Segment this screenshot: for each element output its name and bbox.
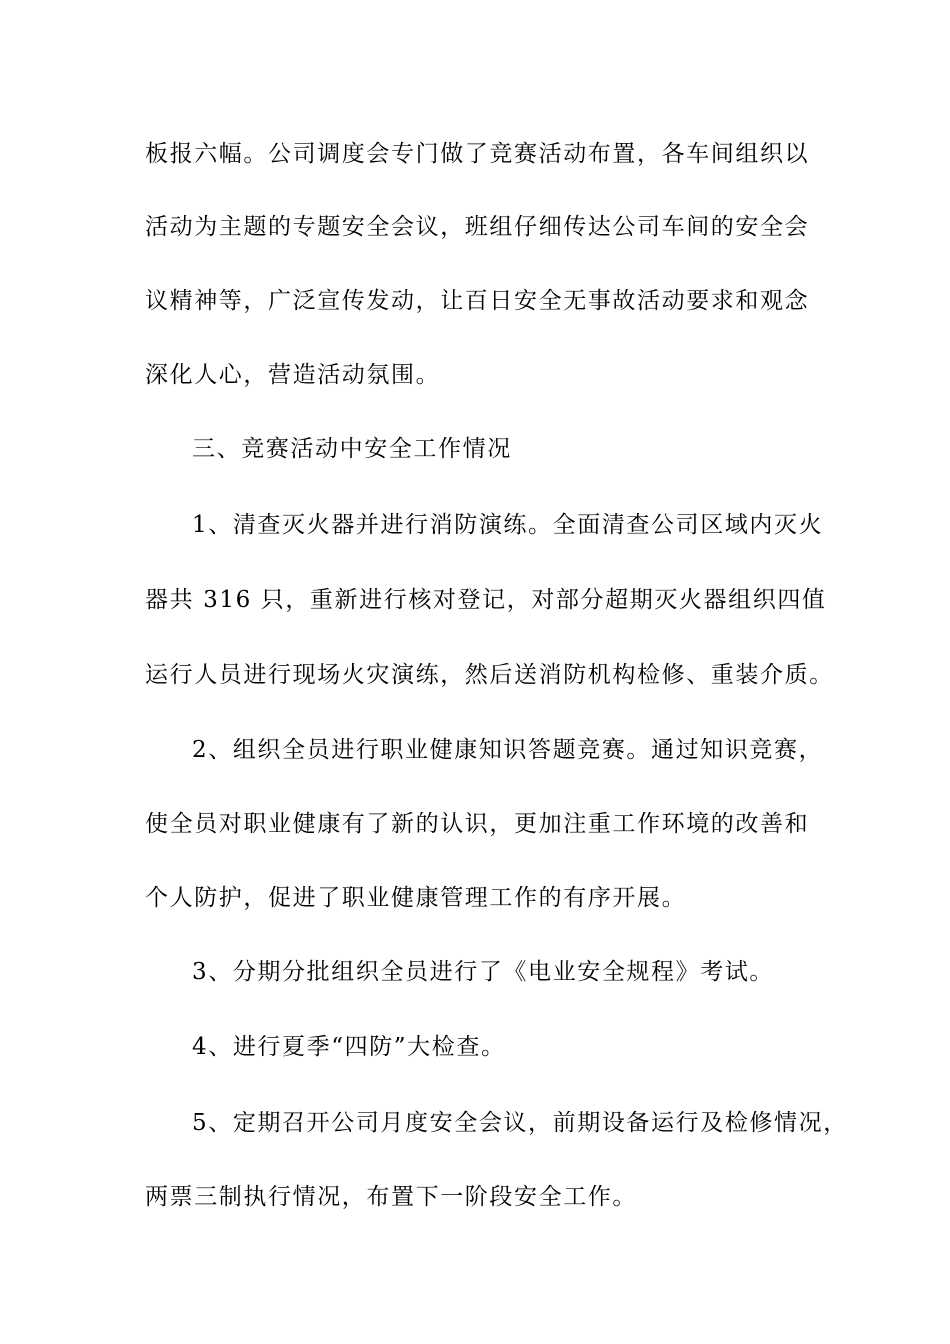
- text-line: 两票三制执行情况，布置下一阶段安全工作。: [145, 1184, 637, 1210]
- text-line: 深化人心，营造活动氛围。: [145, 362, 441, 388]
- text-line: 运行人员进行现场火灾演练，然后送消防机构检修、重装介质。: [145, 662, 834, 688]
- text-line: 器共 316 只，重新进行核对登记，对部分超期灭火器组织四值: [145, 587, 827, 613]
- text-line: 使全员对职业健康有了新的认识，更加注重工作环境的改善和: [145, 811, 810, 837]
- text-line: 板报六幅。公司调度会专门做了竞赛活动布置，各车间组织以: [145, 141, 810, 167]
- section-heading: 三、竞赛活动中安全工作情况: [192, 436, 512, 462]
- text-line: 个人防护，促进了职业健康管理工作的有序开展。: [145, 885, 687, 911]
- text-line: 4、进行夏季“四防”大检查。: [192, 1034, 506, 1060]
- text-line: 1、清查灭火器并进行消防演练。全面清查公司区域内灭火: [192, 512, 824, 538]
- text-line: 2、组织全员进行职业健康知识答题竞赛。通过知识竞赛，: [192, 737, 824, 763]
- text-line: 议精神等，广泛宣传发动，让百日安全无事故活动要求和观念: [145, 288, 810, 314]
- text-line: 5、定期召开公司月度安全会议，前期设备运行及检修情况，: [192, 1110, 848, 1136]
- text-line: 活动为主题的专题安全会议，班组仔细传达公司车间的安全会: [145, 214, 810, 240]
- text-line: 3、分期分批组织全员进行了《电业安全规程》考试。: [192, 959, 775, 985]
